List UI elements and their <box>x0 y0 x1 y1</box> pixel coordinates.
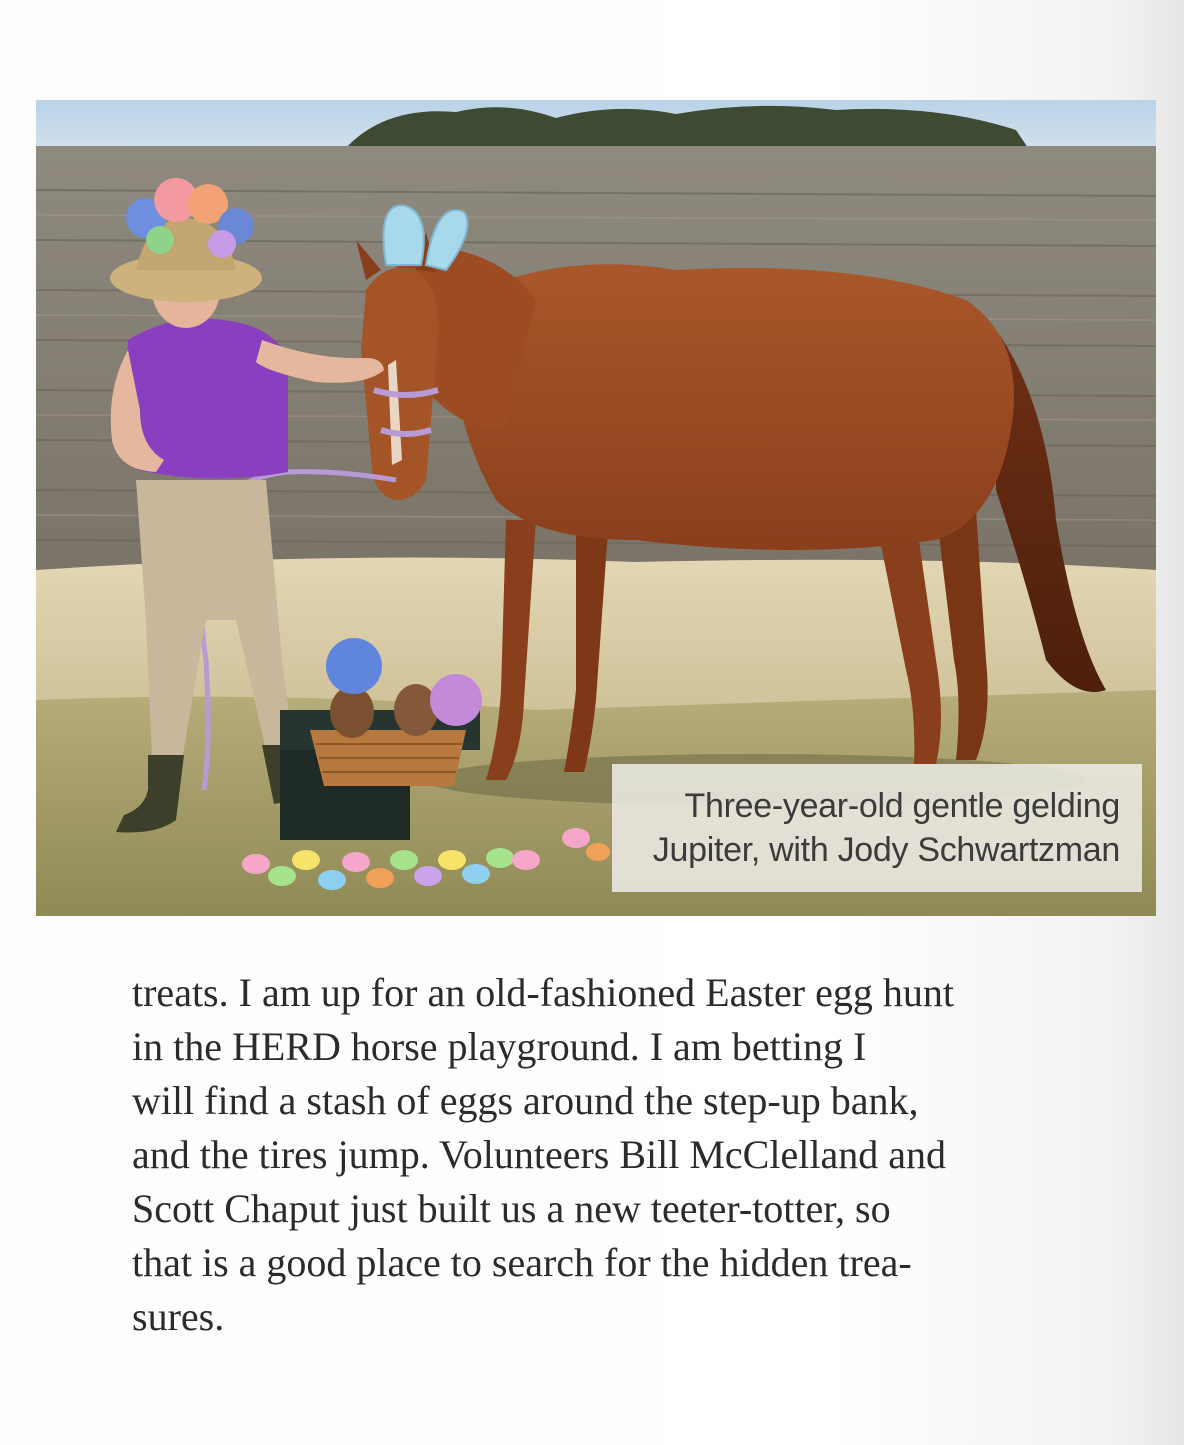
article-body <box>132 966 1092 1344</box>
article-line: and the tires jump. Volunteers Bill McClelland and <box>132 1132 946 1177</box>
caption-line: Three-year-old gentle gelding <box>684 787 1120 825</box>
article-line: will find a stash of eggs around the step-up bank, <box>132 1078 919 1123</box>
article-line: sures. <box>132 1294 225 1339</box>
article-line: that is a good place to search for the hidden trea- <box>132 1240 912 1285</box>
article-line: treats. I am up for an old-fashioned Easter egg hunt <box>132 970 954 1015</box>
photo <box>36 100 1156 916</box>
article-line: Scott Chaput just built us a new teeter-totter, so <box>132 1186 891 1231</box>
caption-line: Jupiter, with Jody Schwartzman <box>652 831 1120 869</box>
photo-caption <box>612 764 1142 892</box>
article-line: in the HERD horse playground. I am betting I <box>132 1024 867 1069</box>
